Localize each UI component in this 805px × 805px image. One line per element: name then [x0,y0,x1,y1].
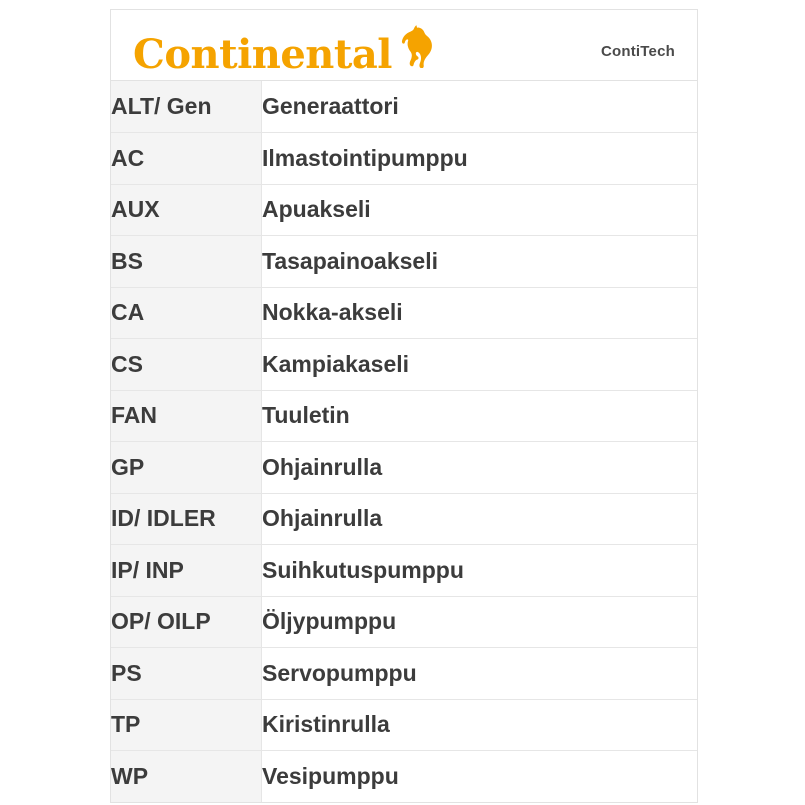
table-row [111,81,697,133]
legend-sheet [110,9,698,803]
table-row [111,751,697,803]
code-cell: AUX [111,184,262,236]
description-cell: Servopumppu [262,648,698,700]
description-cell: Kiristinrulla [262,699,698,751]
sub-brand-name: ContiTech [600,43,675,60]
description-cell: Vesipumppu [262,751,698,803]
description-cell: Suihkutuspumppu [262,545,698,597]
description-cell: Nokka-akseli [262,287,698,339]
code-cell: ID/ IDLER [111,493,262,545]
table-row [111,545,697,597]
code-cell: ALT/ Gen [111,81,262,133]
table-row [111,390,697,442]
table-row [111,596,697,648]
code-cell: OP/ OILP [111,596,262,648]
abbreviation-table [111,81,697,802]
code-cell: CA [111,287,262,339]
description-cell: Apuakseli [262,184,698,236]
table-row [111,699,697,751]
description-cell: Kampiakaseli [262,339,698,391]
code-cell: BS [111,236,262,288]
description-cell: Generaattori [262,81,698,133]
code-cell: FAN [111,390,262,442]
horse-logo-icon [396,24,434,73]
brand-header [111,10,697,81]
code-cell: GP [111,442,262,494]
code-cell: AC [111,133,262,185]
description-cell: Ohjainrulla [262,442,698,494]
code-cell: WP [111,751,262,803]
description-cell: Ilmastointipumppu [262,133,698,185]
table-row [111,133,697,185]
description-cell: Öljypumppu [262,596,698,648]
table-row [111,493,697,545]
table-row [111,648,697,700]
description-cell: Tuuletin [262,390,698,442]
table-row [111,287,697,339]
code-cell: PS [111,648,262,700]
table-body [111,81,697,802]
description-cell: Ohjainrulla [262,493,698,545]
code-cell: TP [111,699,262,751]
table-row [111,442,697,494]
table-row [111,184,697,236]
description-cell: Tasapainoakseli [262,236,698,288]
brand-logo [133,24,434,78]
table-row [111,339,697,391]
table-row [111,236,697,288]
brand-name: Continental [133,31,392,78]
code-cell: IP/ INP [111,545,262,597]
code-cell: CS [111,339,262,391]
